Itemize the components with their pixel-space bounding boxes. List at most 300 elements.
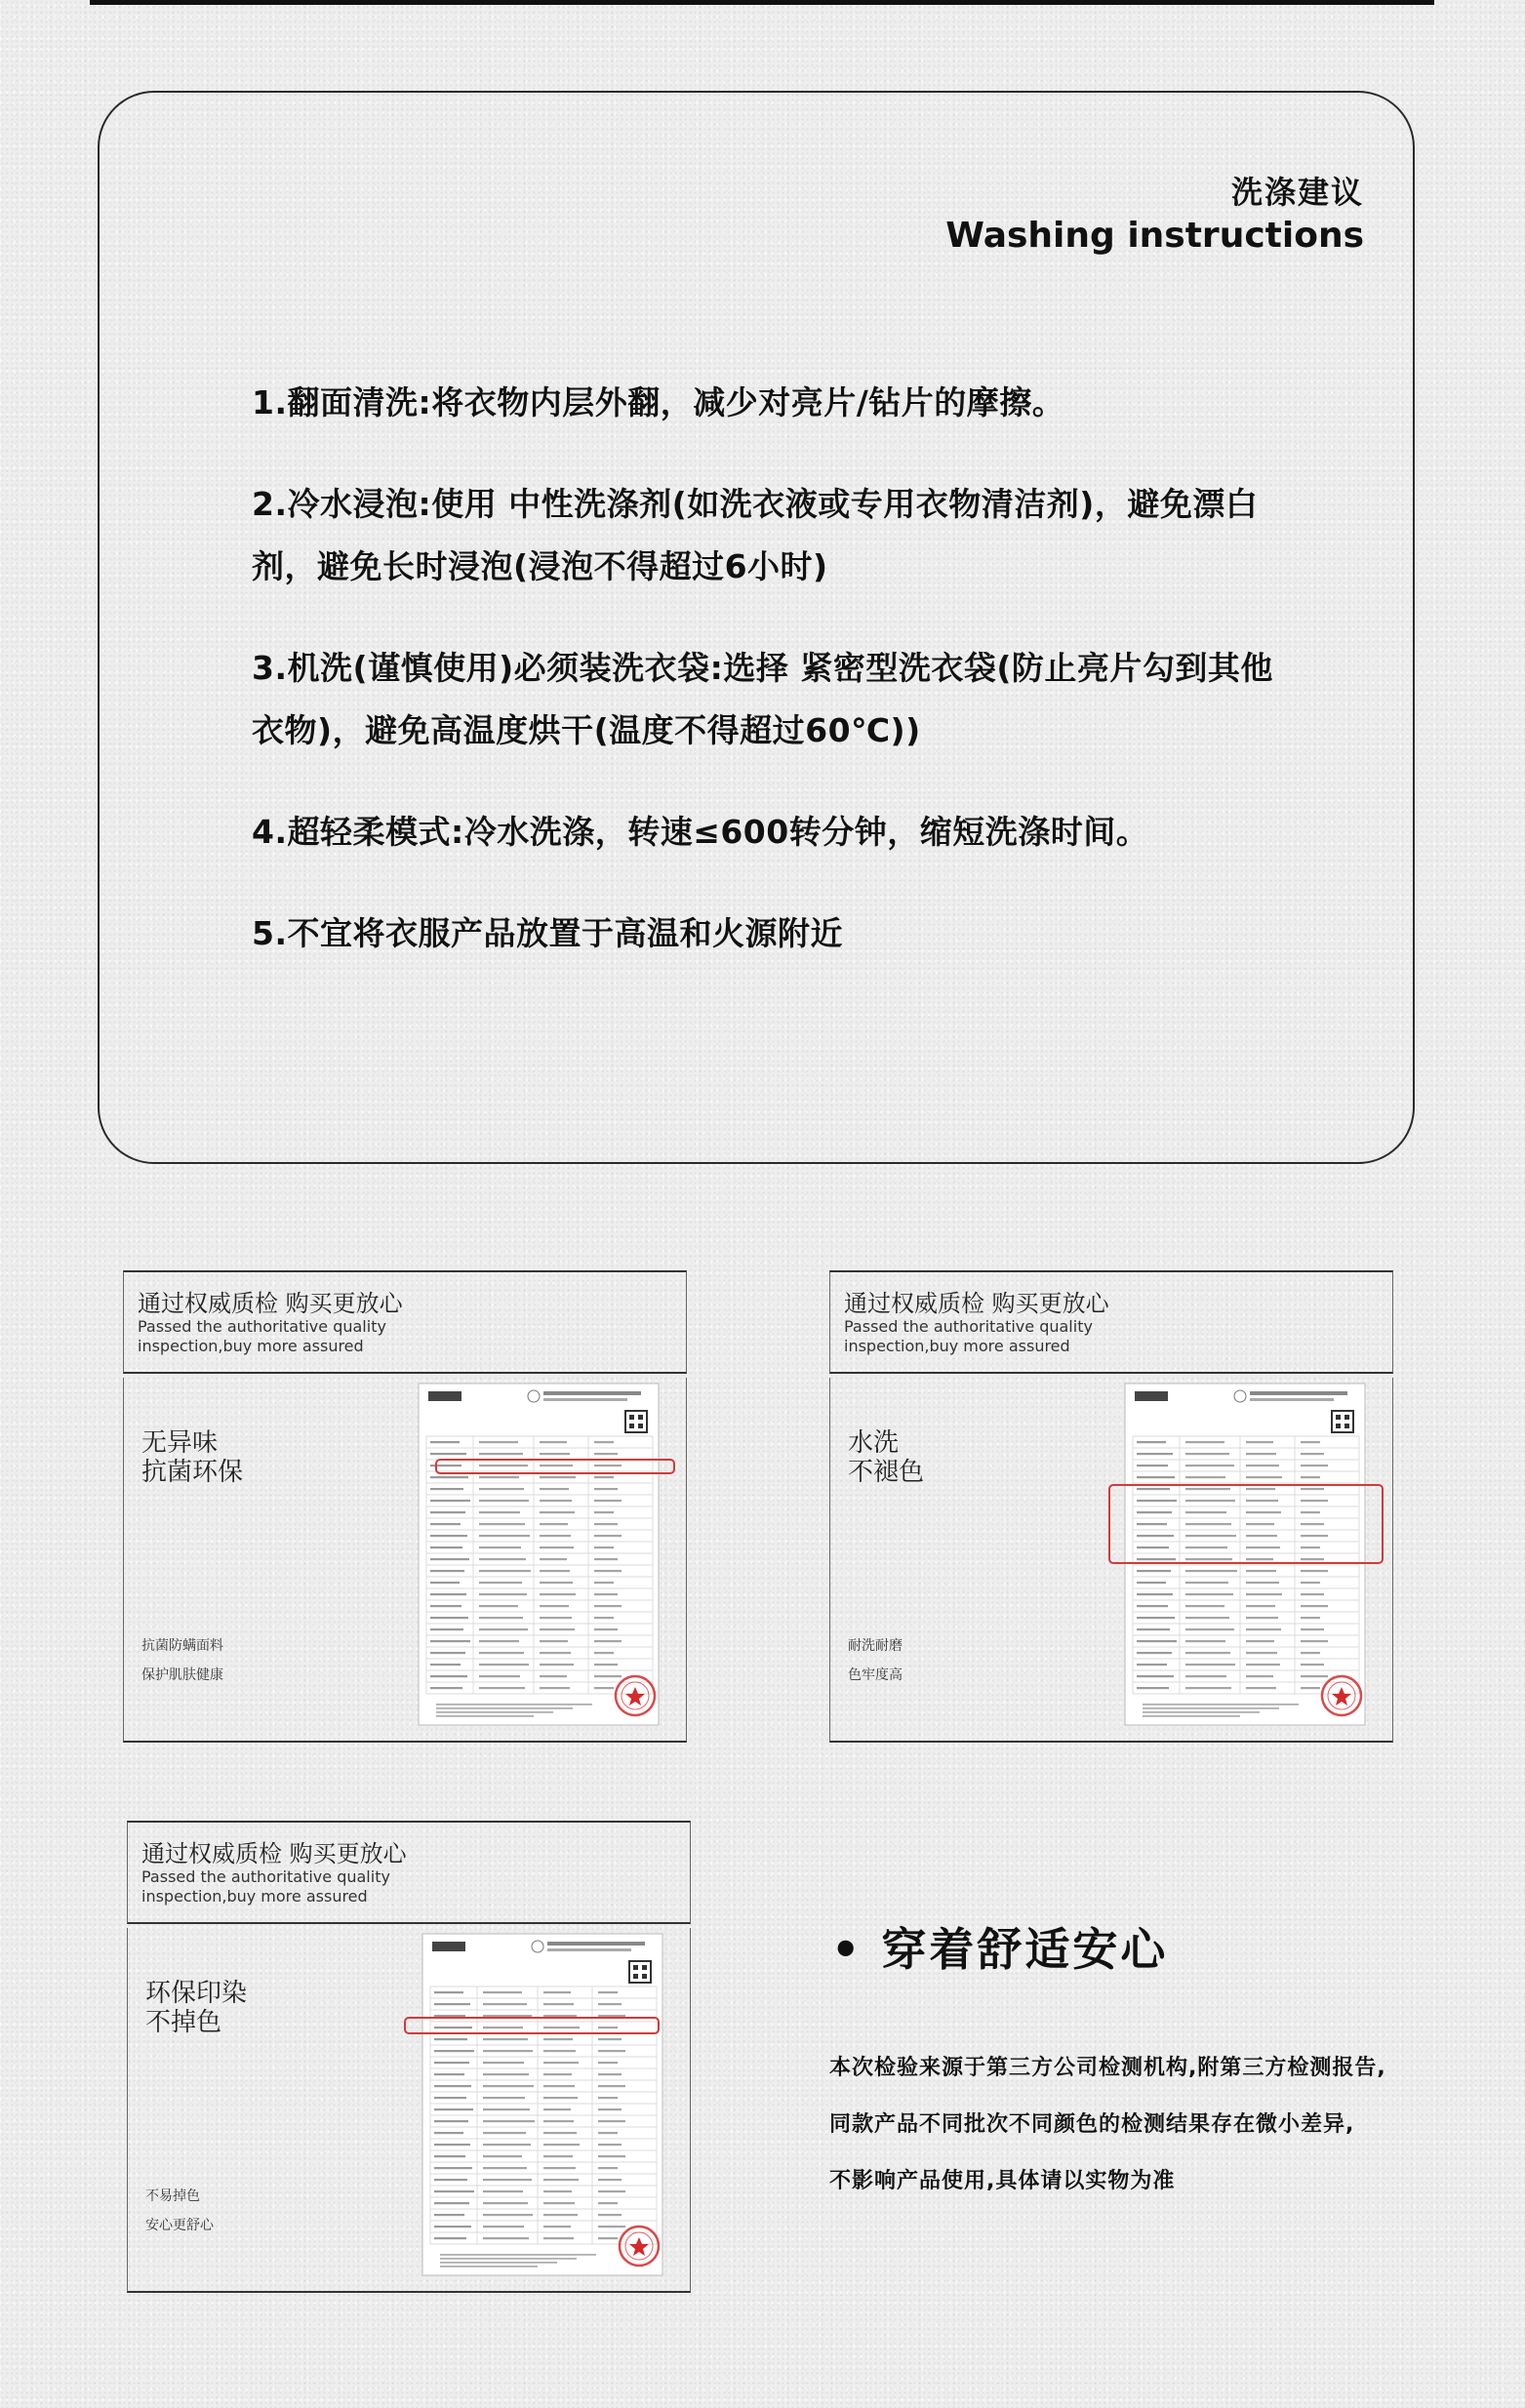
report-text-line <box>1185 1546 1227 1548</box>
report-text-line <box>594 1675 622 1677</box>
report-text-line <box>434 2190 474 2192</box>
report-text-line <box>594 1453 618 1455</box>
report-text-line <box>1301 1687 1320 1689</box>
qr-cell <box>1336 1424 1341 1428</box>
lab-logo-icon <box>432 1942 465 1951</box>
report-text-line <box>479 1664 529 1666</box>
qr-cell <box>638 1424 643 1428</box>
report-text-line <box>1246 1582 1279 1584</box>
lab-name-line <box>1250 1398 1334 1401</box>
report-text-line <box>1246 1570 1276 1572</box>
report-sheet <box>1109 1384 1383 1725</box>
report-text-line <box>479 1476 519 1478</box>
report-text-line <box>1301 1476 1320 1478</box>
comfort-note-line: 不影响产品使用,具体请以实物为准 <box>829 2169 1176 2193</box>
report-text-line <box>543 2190 572 2192</box>
qr-cell <box>1336 1415 1341 1420</box>
report-text-line <box>483 2097 525 2099</box>
cert-header-en-line2: inspection,buy more assured <box>141 1887 368 1906</box>
report-text-line <box>598 2050 625 2052</box>
report-text-line <box>543 2155 573 2157</box>
report-text-line <box>1301 1617 1320 1619</box>
comfort-note-line: 同款产品不同批次不同颜色的检测结果存在微小差异, <box>829 2112 1355 2137</box>
report-text-line <box>1137 1628 1170 1630</box>
report-text-line <box>540 1640 568 1642</box>
report-text-line <box>430 1441 460 1443</box>
washing-title-en: Washing instructions <box>945 216 1364 256</box>
report-text-line <box>594 1558 618 1560</box>
report-text-line <box>434 2214 464 2216</box>
report-paper <box>1125 1384 1365 1725</box>
report-text-line <box>540 1535 571 1537</box>
report-text-line <box>1246 1593 1282 1595</box>
report-text-line <box>598 2155 625 2157</box>
report-text-line <box>1246 1546 1280 1548</box>
report-text-line <box>430 1465 462 1466</box>
report-text-line <box>434 2097 466 2099</box>
report-text-line <box>430 1593 466 1595</box>
cert-header-cn: 通过权威质检 购买更放心 <box>141 1840 407 1867</box>
report-text-line <box>598 2167 618 2169</box>
report-text-line <box>1301 1605 1328 1607</box>
report-text-line <box>434 2120 468 2122</box>
report-text-line <box>483 2015 532 2017</box>
report-text-line <box>598 2120 625 2122</box>
report-text-line <box>479 1500 529 1502</box>
report-text-line <box>434 2202 469 2204</box>
washing-step-4: 4.超轻柔模式:冷水洗涤，转速≤600转分钟，缩短洗涤时间。 <box>252 813 1149 851</box>
report-text-line <box>598 2097 618 2099</box>
report-text-line <box>1185 1558 1232 1560</box>
report-text-line <box>1185 1640 1225 1642</box>
report-text-line <box>540 1441 567 1443</box>
report-text-line <box>1246 1675 1273 1677</box>
report-text-line <box>479 1488 524 1490</box>
lab-name-line <box>547 1942 645 1946</box>
report-text-line <box>1185 1687 1231 1689</box>
report-text-line <box>598 2085 625 2087</box>
washing-instructions-panel <box>98 91 1415 1164</box>
report-text-line <box>594 1664 618 1666</box>
report-text-line <box>1246 1652 1277 1654</box>
report-text-line <box>594 1593 618 1595</box>
report-text-line <box>598 2226 625 2227</box>
report-text-line <box>479 1546 521 1548</box>
report-text-line <box>594 1652 614 1654</box>
report-text-line <box>1301 1535 1328 1537</box>
report-text-line <box>430 1558 469 1560</box>
report-text-line <box>543 2179 579 2181</box>
report-text-line <box>594 1628 618 1630</box>
report-text-line <box>483 2155 522 2157</box>
report-text-line <box>1301 1453 1324 1455</box>
lab-name-line <box>547 1948 631 1951</box>
report-text-line <box>540 1500 572 1502</box>
report-text-line <box>430 1582 460 1584</box>
report-text-line <box>594 1570 622 1572</box>
report-text-line <box>540 1605 569 1607</box>
report-text-line <box>434 2003 470 2005</box>
report-text-line <box>598 2144 622 2146</box>
report-text-line <box>540 1558 567 1560</box>
report-text-line <box>1246 1453 1276 1455</box>
report-text-line <box>483 2237 529 2239</box>
report-text-line <box>430 1476 468 1478</box>
report-text-line <box>430 1570 464 1572</box>
report-text-line <box>540 1664 574 1666</box>
report-sheet <box>419 1384 674 1725</box>
report-text-line <box>483 2132 526 2134</box>
report-text-line <box>1301 1523 1324 1525</box>
report-text-line <box>543 2085 575 2087</box>
report-text-line <box>594 1535 622 1537</box>
cert-card-washable <box>829 1270 1393 1743</box>
report-text-line <box>543 2237 574 2239</box>
report-text-line <box>1301 1593 1324 1595</box>
report-text-line <box>430 1523 461 1525</box>
report-footer-line <box>440 2254 596 2256</box>
qr-cell <box>1344 1415 1349 1420</box>
report-text-line <box>1137 1605 1168 1607</box>
report-text-line <box>598 2190 625 2192</box>
report-footer-line <box>1143 1711 1260 1713</box>
test-report-image <box>401 1928 684 2285</box>
report-text-line <box>1185 1570 1237 1572</box>
report-text-line <box>430 1511 465 1513</box>
cert-header-en-line2: inspection,buy more assured <box>138 1337 364 1355</box>
cert-header-en-line2: inspection,buy more assured <box>844 1337 1070 1355</box>
report-text-line <box>1137 1664 1167 1666</box>
report-text-line <box>1137 1582 1166 1584</box>
report-text-line <box>540 1453 570 1455</box>
report-text-line <box>543 2027 580 2028</box>
report-text-line <box>543 2202 575 2204</box>
cert-header-en <box>141 1867 390 1906</box>
report-text-line <box>434 2038 467 2040</box>
report-text-line <box>479 1558 526 1560</box>
cert-header-cn: 通过权威质检 购买更放心 <box>138 1290 403 1317</box>
report-text-line <box>1185 1652 1230 1654</box>
qr-cell <box>1344 1424 1349 1428</box>
cert-header <box>123 1270 687 1374</box>
report-text-line <box>483 2214 533 2216</box>
report-text-line <box>1301 1664 1324 1666</box>
report-text-line <box>1246 1535 1277 1537</box>
report-text-line <box>1246 1664 1280 1666</box>
cert-body <box>127 1928 691 2293</box>
report-text-line <box>1246 1628 1281 1630</box>
report-text-line <box>1137 1617 1175 1619</box>
report-text-line <box>430 1617 468 1619</box>
report-text-line <box>434 2050 474 2052</box>
report-text-line <box>1185 1500 1235 1502</box>
report-footer-line <box>440 2266 538 2268</box>
report-text-line <box>594 1582 614 1584</box>
report-text-line <box>1301 1500 1328 1502</box>
report-text-line <box>483 2038 528 2040</box>
report-text-line <box>594 1476 614 1478</box>
report-text-line <box>1137 1570 1171 1572</box>
report-text-line <box>1246 1465 1279 1466</box>
report-text-line <box>430 1675 467 1677</box>
report-text-line <box>479 1593 527 1595</box>
report-text-line <box>1137 1500 1177 1502</box>
report-text-line <box>1137 1488 1170 1490</box>
report-footer-line <box>1143 1707 1279 1709</box>
cert-feature-note: 抗菌防螨面料 <box>141 1638 223 1654</box>
report-text-line <box>430 1605 462 1607</box>
report-text-line <box>598 2237 618 2239</box>
report-text-line <box>1185 1628 1234 1630</box>
report-text-line <box>430 1687 462 1689</box>
report-text-line <box>594 1465 622 1466</box>
report-text-line <box>1185 1476 1225 1478</box>
report-text-line <box>479 1652 524 1654</box>
report-text-line <box>598 2027 618 2028</box>
report-text-line <box>483 2167 527 2169</box>
qr-cell <box>629 1415 634 1420</box>
report-text-line <box>543 2144 580 2146</box>
washing-step-2: 2.冷水浸泡:使用 中性洗涤剂(如洗衣液或专用衣物清洁剂)，避免漂白剂，避免长时浸泡(浸泡不得超过6小时) <box>252 485 1259 585</box>
cert-body <box>829 1378 1393 1743</box>
lab-logo-icon <box>1135 1391 1168 1401</box>
washing-heading <box>945 171 1364 259</box>
report-text-line <box>543 1991 571 1993</box>
report-text-line <box>598 2015 625 2017</box>
top-divider <box>90 0 1434 5</box>
report-text-line <box>1301 1652 1320 1654</box>
report-text-line <box>594 1546 614 1548</box>
report-text-line <box>1185 1441 1224 1443</box>
report-text-line <box>483 2085 534 2087</box>
report-text-line <box>434 2027 472 2028</box>
report-text-line <box>540 1687 570 1689</box>
report-text-line <box>543 2214 578 2216</box>
report-text-line <box>1246 1500 1278 1502</box>
report-text-line <box>1301 1675 1328 1677</box>
report-text-line <box>479 1582 522 1584</box>
report-text-line <box>1185 1453 1229 1455</box>
report-text-line <box>483 1991 522 1993</box>
report-text-line <box>479 1441 518 1443</box>
report-text-line <box>540 1628 575 1630</box>
report-text-line <box>483 2108 530 2110</box>
cert-card-antibacterial <box>123 1270 687 1743</box>
cert-feature-label: 不褪色 <box>848 1458 925 1487</box>
report-text-line <box>1185 1593 1233 1595</box>
cert-header-en <box>844 1317 1093 1356</box>
report-text-line <box>1185 1664 1235 1666</box>
qr-cell <box>633 1974 638 1979</box>
report-text-line <box>479 1628 528 1630</box>
report-text-line <box>598 2062 618 2064</box>
report-text-line <box>479 1511 520 1513</box>
report-text-line <box>598 2202 618 2204</box>
report-text-line <box>540 1488 569 1490</box>
report-text-line <box>1185 1523 1231 1525</box>
report-text-line <box>434 2237 466 2239</box>
cert-feature-label: 水洗 <box>848 1428 900 1458</box>
report-text-line <box>540 1476 576 1478</box>
report-text-line <box>598 2038 622 2040</box>
cert-feature-label: 无异味 <box>141 1428 219 1458</box>
qr-cell <box>642 1974 647 1979</box>
report-text-line <box>543 2038 573 2040</box>
cert-header-en <box>138 1317 386 1356</box>
report-text-line <box>598 2108 622 2110</box>
report-text-line <box>483 2226 524 2227</box>
report-text-line <box>1185 1511 1226 1513</box>
lab-name-line <box>543 1391 641 1395</box>
report-text-line <box>1301 1441 1320 1443</box>
report-text-line <box>1301 1570 1328 1572</box>
report-text-line <box>1137 1453 1173 1455</box>
report-text-line <box>479 1687 525 1689</box>
report-text-line <box>430 1628 463 1630</box>
report-text-line <box>1246 1511 1281 1513</box>
report-text-line <box>540 1652 571 1654</box>
report-text-line <box>430 1488 463 1490</box>
report-text-line <box>1246 1640 1274 1642</box>
report-text-line <box>434 2167 472 2169</box>
report-footer-line <box>1143 1715 1240 1717</box>
test-report-image <box>397 1378 680 1735</box>
report-text-line <box>540 1511 575 1513</box>
report-text-line <box>1301 1488 1324 1490</box>
report-text-line <box>434 2073 464 2075</box>
report-text-line <box>1246 1605 1275 1607</box>
report-text-line <box>598 2073 622 2075</box>
report-footer-line <box>436 1711 553 1713</box>
report-text-line <box>598 2179 622 2181</box>
report-text-line <box>543 2167 576 2169</box>
report-text-line <box>1301 1511 1320 1513</box>
report-text-line <box>594 1523 618 1525</box>
qr-cell <box>638 1415 643 1420</box>
report-text-line <box>1246 1476 1282 1478</box>
report-text-line <box>1137 1593 1173 1595</box>
report-text-line <box>594 1605 622 1607</box>
report-text-line <box>1301 1582 1320 1584</box>
report-text-line <box>540 1523 568 1525</box>
report-text-line <box>1185 1605 1224 1607</box>
report-text-line <box>1301 1640 1328 1642</box>
report-text-line <box>483 2027 523 2028</box>
cert-feature-note: 耐洗耐磨 <box>848 1638 903 1654</box>
cert-feature-label: 环保印染 <box>145 1979 248 2008</box>
report-paper <box>419 1384 659 1725</box>
report-text-line <box>540 1465 573 1466</box>
report-text-line <box>434 1991 463 1993</box>
report-text-line <box>483 2190 523 2192</box>
report-text-line <box>479 1640 519 1642</box>
report-text-line <box>483 2120 535 2122</box>
report-text-line <box>594 1500 622 1502</box>
report-text-line <box>1137 1652 1172 1654</box>
lab-logo-icon <box>428 1391 462 1401</box>
report-text-line <box>483 2050 533 2052</box>
report-text-line <box>543 2132 577 2134</box>
washing-title-cn: 洗涤建议 <box>1230 174 1364 211</box>
report-text-line <box>1301 1465 1328 1466</box>
report-text-line <box>594 1640 622 1642</box>
report-text-line <box>543 2120 574 2122</box>
qr-cell <box>642 1965 647 1970</box>
report-text-line <box>543 2003 574 2005</box>
report-text-line <box>1137 1546 1169 1548</box>
report-text-line <box>540 1570 570 1572</box>
report-text-line <box>543 2015 577 2017</box>
report-text-line <box>430 1546 462 1548</box>
report-text-line <box>540 1593 576 1595</box>
report-text-line <box>594 1617 614 1619</box>
report-text-line <box>479 1465 528 1466</box>
report-text-line <box>1137 1465 1168 1466</box>
report-text-line <box>479 1570 531 1572</box>
report-text-line <box>543 2226 571 2227</box>
cert-feature-note: 保护肌肤健康 <box>141 1667 223 1683</box>
cert-feature-note: 色牢度高 <box>848 1667 903 1683</box>
qr-cell <box>629 1424 634 1428</box>
report-text-line <box>483 2179 532 2181</box>
report-text-line <box>479 1605 518 1607</box>
report-text-line <box>1301 1558 1324 1560</box>
report-text-line <box>434 2144 470 2146</box>
report-text-line <box>434 2108 473 2110</box>
report-text-line <box>434 2179 467 2181</box>
test-report-image <box>1104 1378 1386 1735</box>
comfort-note-line: 本次检验来源于第三方公司检测机构,附第三方检测报告, <box>829 2056 1386 2080</box>
lab-name-line <box>1250 1391 1347 1395</box>
cert-body <box>123 1378 687 1743</box>
cert-feature-note: 不易掉色 <box>145 2188 200 2204</box>
report-text-line <box>543 2050 576 2052</box>
report-footer-line <box>440 2262 557 2264</box>
report-text-line <box>594 1511 614 1513</box>
report-text-line <box>598 2132 618 2134</box>
report-text-line <box>598 2214 622 2216</box>
cert-header-en-line1: Passed the authoritative quality <box>138 1317 386 1336</box>
report-text-line <box>483 2062 524 2064</box>
report-text-line <box>479 1453 523 1455</box>
report-text-line <box>483 2202 528 2204</box>
report-text-line <box>479 1523 525 1525</box>
report-text-line <box>1185 1465 1234 1466</box>
report-text-line <box>483 2003 527 2005</box>
report-text-line <box>543 2108 571 2110</box>
report-text-line <box>1137 1523 1167 1525</box>
report-text-line <box>483 2073 529 2075</box>
report-text-line <box>1246 1558 1273 1560</box>
cert-header <box>127 1821 691 1924</box>
report-text-line <box>1185 1535 1236 1537</box>
washing-step-3: 3.机洗(谨慎使用)必须装洗衣袋:选择 紧密型洗衣袋(防止亮片勾到其他衣物)，避免高温度烘干(温度不得超过60℃)) <box>252 649 1273 749</box>
report-text-line <box>1137 1441 1166 1443</box>
report-text-line <box>430 1640 470 1642</box>
report-text-line <box>1185 1582 1228 1584</box>
report-text-line <box>540 1546 574 1548</box>
report-text-line <box>430 1652 465 1654</box>
report-text-line <box>540 1617 572 1619</box>
cert-header <box>829 1270 1393 1374</box>
report-text-line <box>434 2226 471 2227</box>
report-text-line <box>1246 1617 1278 1619</box>
report-text-line <box>479 1535 530 1537</box>
report-text-line <box>1246 1488 1275 1490</box>
report-text-line <box>430 1500 470 1502</box>
qr-cell <box>633 1965 638 1970</box>
report-text-line <box>1137 1640 1177 1642</box>
